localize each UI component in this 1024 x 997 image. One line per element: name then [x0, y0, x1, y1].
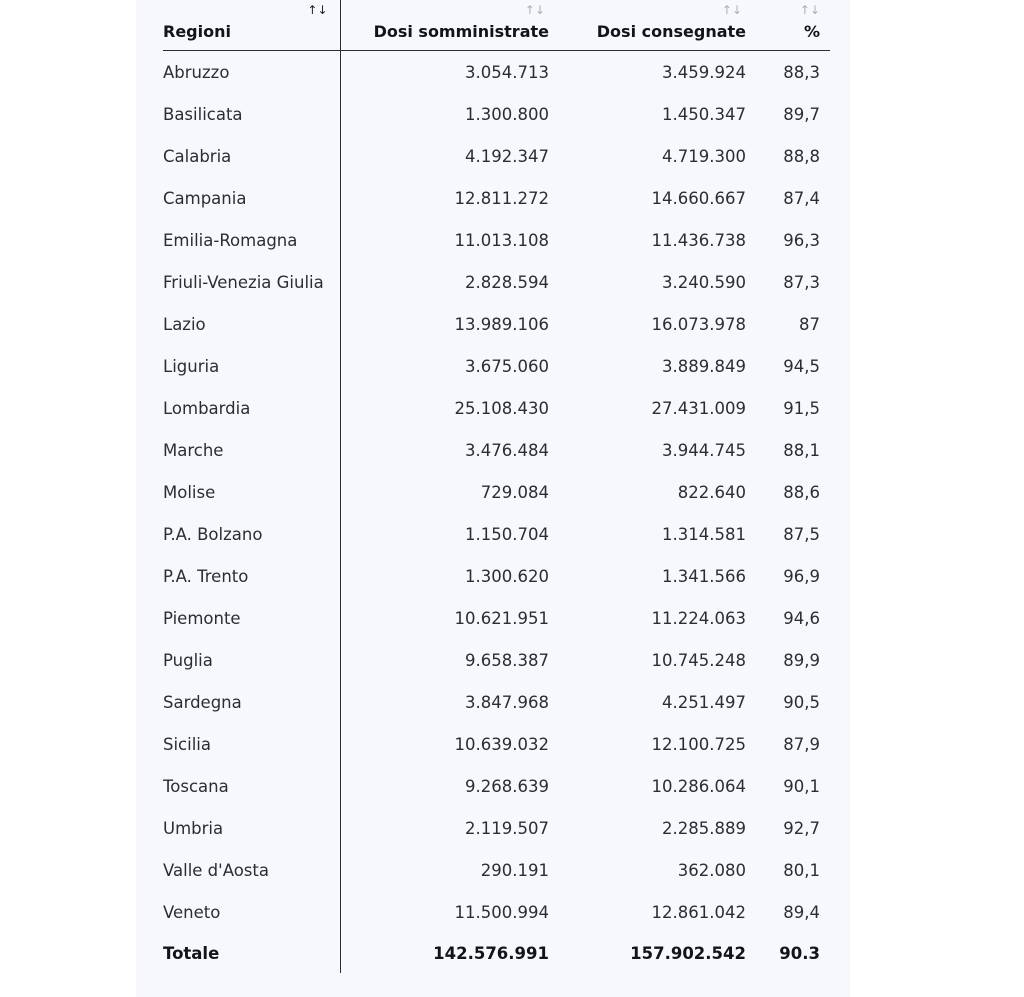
cell-regione: Veneto — [163, 891, 340, 933]
cell-percentuale: 89,7 — [783, 104, 820, 124]
cell-dosi-consegnate: 14.660.667 — [651, 188, 746, 208]
cell-regione: Calabria — [163, 135, 340, 177]
table-row — [163, 849, 830, 891]
cell-dosi-consegnate: 3.240.590 — [662, 272, 746, 292]
column-header-dosi-consegnate[interactable] — [559, 0, 756, 51]
cell-regione: Campania — [163, 177, 340, 219]
table-row — [163, 219, 830, 261]
column-header-dosi-somministrate[interactable] — [340, 0, 559, 51]
table-row — [163, 723, 830, 765]
cell-dosi-somministrate: 9.658.387 — [465, 650, 549, 670]
table-header-row — [163, 0, 830, 51]
cell-dosi-consegnate: 11.436.738 — [651, 230, 746, 250]
table-row — [163, 555, 830, 597]
cell-dosi-somministrate: 10.639.032 — [454, 734, 549, 754]
cell-dosi-somministrate: 10.621.951 — [454, 608, 549, 628]
cell-dosi-consegnate: 2.285.889 — [662, 818, 746, 838]
cell-dosi-consegnate: 10.286.064 — [651, 776, 746, 796]
vaccine-doses-table — [163, 0, 830, 973]
cell-percentuale: 96,9 — [783, 566, 820, 586]
cell-dosi-somministrate: 2.828.594 — [465, 272, 549, 292]
cell-dosi-consegnate: 4.719.300 — [662, 146, 746, 166]
cell-dosi-consegnate: 16.073.978 — [651, 314, 746, 334]
cell-percentuale: 88,3 — [783, 62, 820, 82]
cell-dosi-somministrate: 4.192.347 — [465, 146, 549, 166]
cell-dosi-somministrate: 1.300.800 — [465, 104, 549, 124]
cell-total-percentuale: 90.3 — [779, 943, 820, 963]
table-row — [163, 345, 830, 387]
cell-regione: Friuli-Venezia Giulia — [163, 261, 340, 303]
cell-percentuale: 88,8 — [783, 146, 820, 166]
cell-percentuale: 90,1 — [783, 776, 820, 796]
cell-percentuale: 91,5 — [783, 398, 820, 418]
sort-icon[interactable]: ↑↓ — [799, 3, 820, 17]
sort-icon[interactable]: ↑↓ — [721, 3, 742, 17]
cell-percentuale: 87,5 — [783, 524, 820, 544]
cell-dosi-somministrate: 12.811.272 — [454, 188, 549, 208]
cell-percentuale: 87,4 — [783, 188, 820, 208]
cell-dosi-consegnate: 1.314.581 — [662, 524, 746, 544]
table-row — [163, 513, 830, 555]
table-row — [163, 807, 830, 849]
cell-dosi-somministrate: 1.300.620 — [465, 566, 549, 586]
cell-regione: Sardegna — [163, 681, 340, 723]
cell-regione: Sicilia — [163, 723, 340, 765]
table-total-row — [163, 933, 830, 973]
table-row — [163, 597, 830, 639]
cell-percentuale: 87,9 — [783, 734, 820, 754]
column-header-label: Regioni — [163, 22, 231, 41]
cell-dosi-somministrate: 2.119.507 — [465, 818, 549, 838]
column-header-percentuale[interactable] — [756, 0, 830, 51]
cell-dosi-consegnate: 1.341.566 — [662, 566, 746, 586]
cell-regione: Emilia-Romagna — [163, 219, 340, 261]
table-row — [163, 261, 830, 303]
cell-dosi-consegnate: 12.861.042 — [651, 902, 746, 922]
cell-dosi-consegnate: 10.745.248 — [651, 650, 746, 670]
sort-icon[interactable]: ↑↓ — [524, 3, 545, 17]
cell-regione: Lazio — [163, 303, 340, 345]
cell-dosi-consegnate: 362.080 — [677, 860, 746, 880]
cell-total-dosi-somministrate: 142.576.991 — [433, 943, 549, 963]
cell-dosi-somministrate: 1.150.704 — [465, 524, 549, 544]
cell-dosi-somministrate: 3.476.484 — [465, 440, 549, 460]
cell-dosi-consegnate: 3.944.745 — [662, 440, 746, 460]
column-header-label: % — [803, 22, 820, 41]
table-row — [163, 639, 830, 681]
cell-percentuale: 94,5 — [783, 356, 820, 376]
cell-regione: Lombardia — [163, 387, 340, 429]
table-row — [163, 765, 830, 807]
cell-dosi-somministrate: 9.268.639 — [465, 776, 549, 796]
cell-percentuale: 87,3 — [783, 272, 820, 292]
cell-dosi-consegnate: 11.224.063 — [651, 608, 746, 628]
cell-regione: P.A. Bolzano — [163, 513, 340, 555]
table-row — [163, 51, 830, 94]
cell-dosi-consegnate: 1.450.347 — [662, 104, 746, 124]
cell-regione: Liguria — [163, 345, 340, 387]
cell-total-label: Totale — [163, 933, 340, 973]
cell-total-dosi-consegnate: 157.902.542 — [630, 943, 746, 963]
cell-regione: Basilicata — [163, 93, 340, 135]
cell-dosi-consegnate: 822.640 — [677, 482, 746, 502]
column-header-regioni[interactable] — [163, 0, 340, 51]
cell-regione: Valle d'Aosta — [163, 849, 340, 891]
cell-dosi-consegnate: 3.889.849 — [662, 356, 746, 376]
cell-dosi-somministrate: 11.500.994 — [454, 902, 549, 922]
cell-regione: P.A. Trento — [163, 555, 340, 597]
table-row — [163, 93, 830, 135]
cell-percentuale: 88,1 — [783, 440, 820, 460]
cell-dosi-somministrate: 3.675.060 — [465, 356, 549, 376]
cell-dosi-consegnate: 3.459.924 — [662, 62, 746, 82]
cell-percentuale: 89,9 — [783, 650, 820, 670]
table-row — [163, 429, 830, 471]
cell-percentuale: 89,4 — [783, 902, 820, 922]
table-row — [163, 471, 830, 513]
table-row — [163, 387, 830, 429]
cell-regione: Marche — [163, 429, 340, 471]
column-header-label: Dosi consegnate — [596, 22, 746, 41]
cell-regione: Toscana — [163, 765, 340, 807]
cell-percentuale: 87 — [799, 314, 820, 334]
cell-dosi-somministrate: 13.989.106 — [454, 314, 549, 334]
cell-regione: Umbria — [163, 807, 340, 849]
cell-dosi-somministrate: 729.084 — [480, 482, 549, 502]
table-row — [163, 681, 830, 723]
cell-percentuale: 94,6 — [783, 608, 820, 628]
column-header-label: Dosi somministrate — [373, 22, 549, 41]
cell-regione: Abruzzo — [163, 51, 340, 94]
cell-dosi-somministrate: 290.191 — [480, 860, 549, 880]
cell-dosi-consegnate: 12.100.725 — [651, 734, 746, 754]
cell-regione: Puglia — [163, 639, 340, 681]
cell-regione: Piemonte — [163, 597, 340, 639]
cell-percentuale: 80,1 — [783, 860, 820, 880]
cell-percentuale: 96,3 — [783, 230, 820, 250]
cell-percentuale: 90,5 — [783, 692, 820, 712]
vaccine-doses-table-container — [163, 0, 830, 975]
cell-regione: Molise — [163, 471, 340, 513]
sort-icon[interactable]: ↑↓ — [307, 3, 328, 17]
cell-dosi-somministrate: 11.013.108 — [454, 230, 549, 250]
cell-percentuale: 88,6 — [783, 482, 820, 502]
cell-dosi-somministrate: 25.108.430 — [454, 398, 549, 418]
cell-dosi-somministrate: 3.054.713 — [465, 62, 549, 82]
cell-percentuale: 92,7 — [783, 818, 820, 838]
table-row — [163, 177, 830, 219]
table-row — [163, 891, 830, 933]
cell-dosi-somministrate: 3.847.968 — [465, 692, 549, 712]
cell-dosi-consegnate: 27.431.009 — [651, 398, 746, 418]
table-row — [163, 303, 830, 345]
table-row — [163, 135, 830, 177]
cell-dosi-consegnate: 4.251.497 — [662, 692, 746, 712]
